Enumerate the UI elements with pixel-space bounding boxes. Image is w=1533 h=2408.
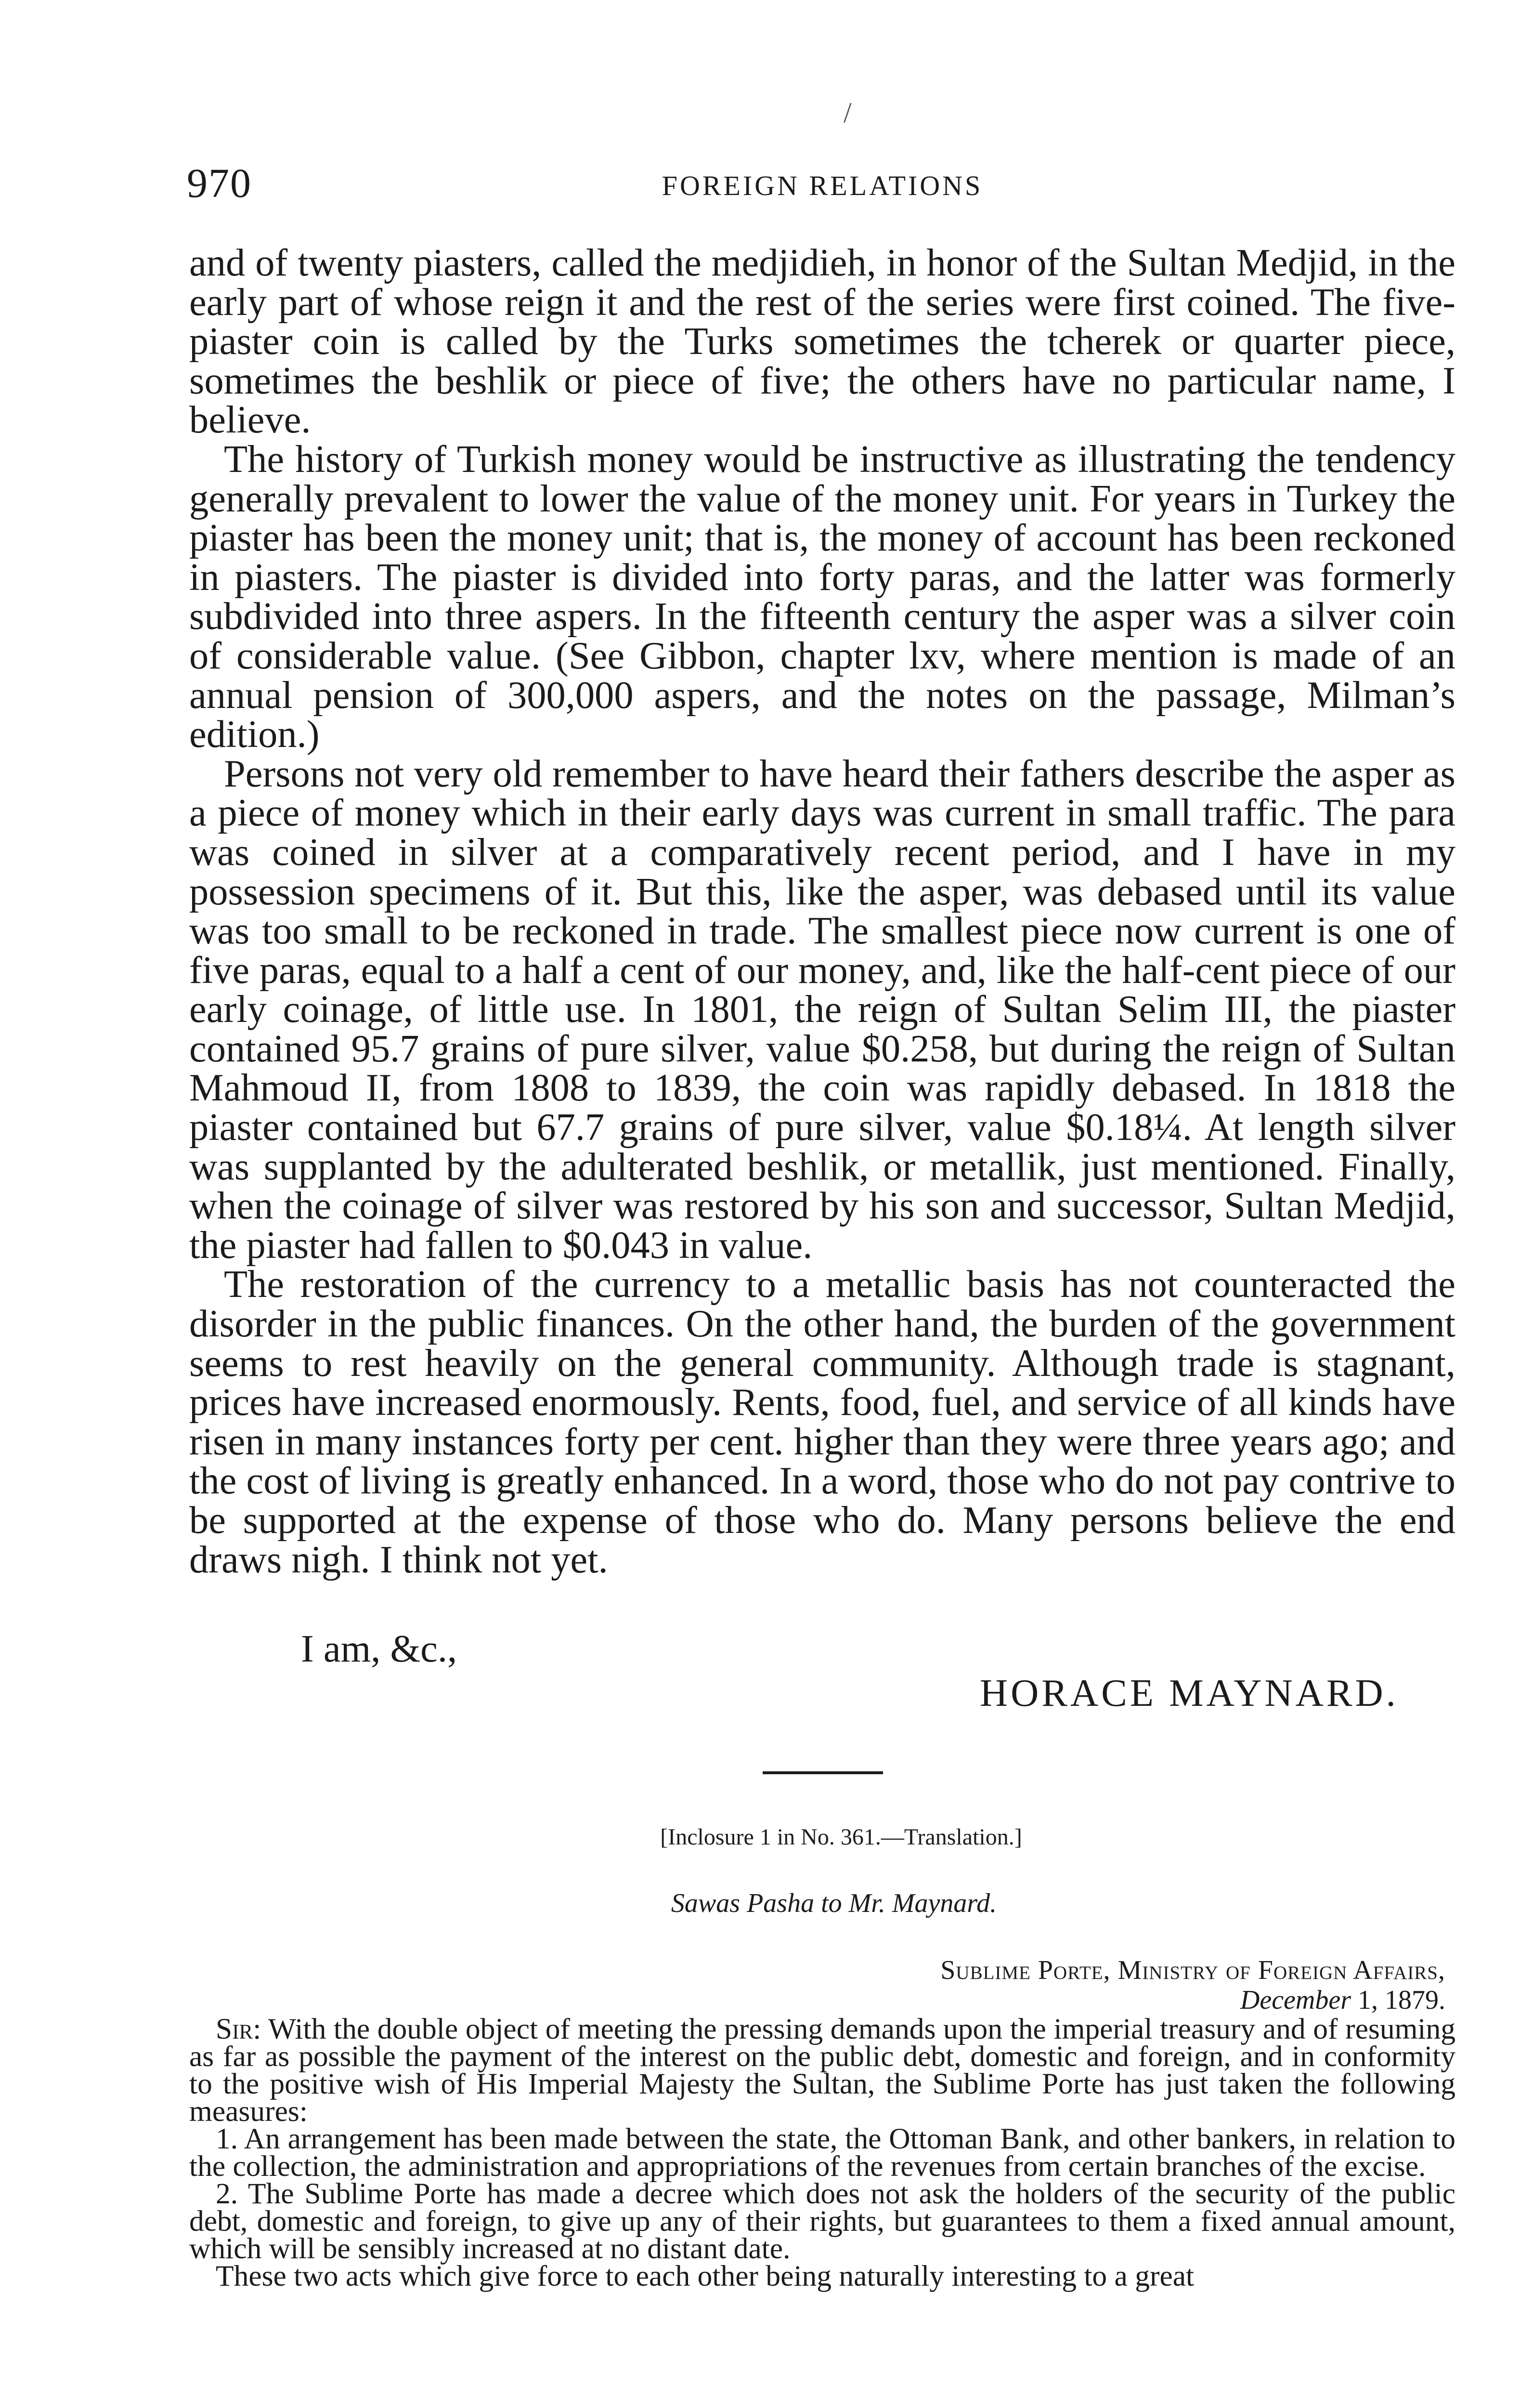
signature: HORACE MAYNARD. (980, 1672, 1399, 1714)
dateline-place: Sublime Porte, Ministry of Foreign Affairs, (940, 1955, 1445, 1985)
body-text (189, 243, 1455, 1579)
letter-paragraph-1 (189, 2013, 1455, 2128)
letter-paragraph-2: 1. An arrangement has been made between the state, the Ottoman Bank, and other bankers, in relation to the collection, the administration and appropriations of the revenues from certain branches of the excise. (189, 2122, 1455, 2183)
inclosure-heading: [Inclosure 1 in No. 361.—Translation.] (660, 1824, 1022, 1850)
dateline-month: December (1240, 1985, 1351, 2015)
paragraph-3: Persons not very old remember to have heard their fathers describe the asper as a piece of money which in their early days was current in small traffic. The para was coined in silver at a comparatively recent period, and I have in my possession specimens of it. But this, like the asper, was debased until its value was too small to be reckoned in trade. The smallest piece now current is one of five paras, equal to a half a cent of our money, and, like the half-cent piece of our early coinage, of little use. In 1801, the reign of Sultan Selim III, the piaster contained 95.7 grains of pure silver, value $0.258, but during the reign of Sultan Mahmoud II, from 1808 to 1839, the coin was rapidly debased. In 1818 the piaster contained but 67.7 grains of pure silver, value $0.18¼. At length silver was supplanted by the adulterated beshlik, or metallik, just mentioned. Finally, when the coinage of silver was restored by his son and successor, Sultan Medjid, the piaster had fallen to $0.043 in value. (189, 752, 1455, 1267)
letter-paragraph-3: 2. The Sublime Porte has made a decree which does not ask the holders of the security of the public debt, domestic and foreign, to give up any of their rights, but guarantees to them a fixed annual amount, which will be sensibly increased at no distant date. (189, 2177, 1455, 2265)
letter-title: Sawas Pasha to Mr. Maynard. (671, 1888, 997, 1918)
letter-paragraph-4: These two acts which give force to each other being naturally interesting to a great (216, 2260, 1195, 2292)
letter-body (189, 2015, 1455, 2290)
section-divider (763, 1771, 883, 1774)
letter-paragraph-1-text: With the double object of meeting the pressing demands upon the imperial treasury and of resuming as far as possible the payment of the interest on the public debt, domestic and foreign, and in conformity to the positive wish of His Imperial Majesty the Sultan, the Sublime Porte has just taken the following measures: (189, 2013, 1455, 2128)
running-head: FOREIGN RELATIONS (662, 170, 983, 201)
page-header (187, 159, 1458, 212)
closing: I am, &c., (301, 1627, 457, 1670)
dateline-rest: 1, 1879. (1351, 1985, 1445, 2015)
margin-mark: / (844, 97, 852, 129)
dateline (608, 1955, 1445, 2015)
paragraph-2: The history of Turkish money would be instructive as illustrating the tendency generally prevalent to lower the value of the money unit. For years in Turkey the piaster has been the money unit; that is, the money of account has been reckoned in piasters. The piaster is divided into forty paras, and the latter was formerly subdivided into three aspers. In the fifteenth century the asper was a silver coin of considerable value. (See Gibbon, chapter lxv, where mention is made of an annual pension of 300,000 aspers, and the notes on the passage, Milman’s edition.) (189, 437, 1455, 756)
salutation: Sir: (216, 2013, 261, 2045)
paragraph-1: and of twenty piasters, called the medjidieh, in honor of the Sultan Medjid, in the early part of whose reign it and the rest of the series were first coined. The five-piaster coin is called by the Turks sometimes the tcherek or quarter piece, sometimes the beshlik or piece of five; the others have no particular name, I believe. (189, 241, 1455, 442)
page-number: 970 (187, 160, 252, 206)
paragraph-4: The restoration of the currency to a metallic basis has not counteracted the disorder in the public finances. On the other hand, the burden of the government seems to rest heavily on the general community. Although trade is stagnant, prices have increased enormously. Rents, food, fuel, and service of all kinds have risen in many instances forty per cent. higher than they were three years ago; and the cost of living is greatly enhanced. In a word, those who do not pay contrive to be supported at the expense of those who do. Many persons believe the end draws nigh. I think not yet. (189, 1263, 1455, 1581)
